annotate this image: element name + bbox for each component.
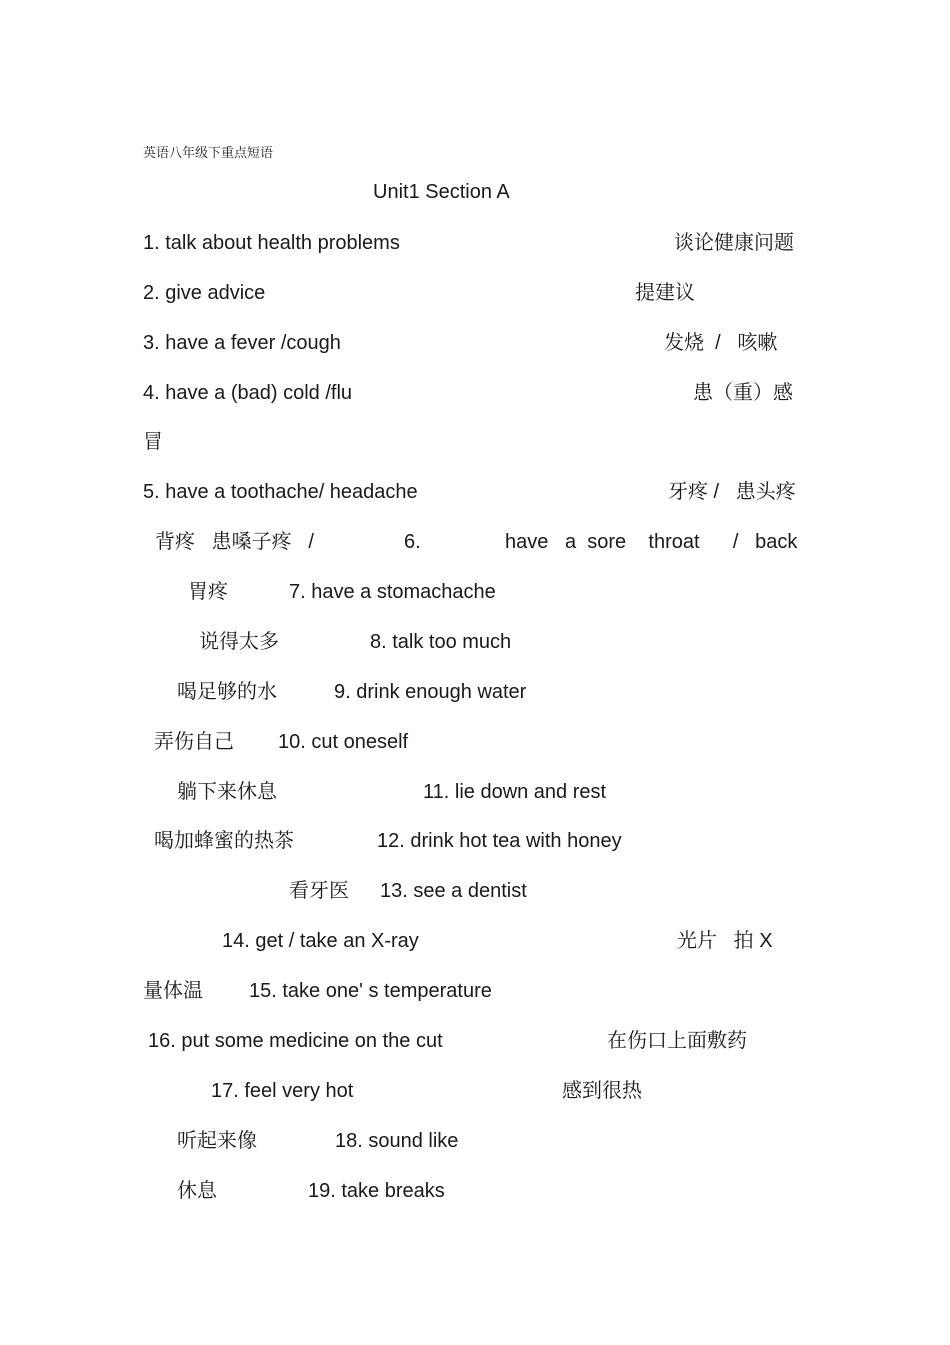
- phrase-4-chinese: 患（重）感: [693, 382, 793, 404]
- phrase-5-english: 5. have a toothache/ headache: [143, 481, 418, 503]
- phrase-18-chinese: 听起来像: [177, 1130, 257, 1152]
- phrase-7-chinese: 胃疼: [188, 581, 228, 603]
- phrase-5-chinese: 牙疼 / 患头疼: [668, 481, 796, 503]
- phrase-19-english: 19. take breaks: [308, 1180, 445, 1202]
- phrase-14-english: 14. get / take an X-ray: [222, 930, 419, 952]
- phrase-8-chinese: 说得太多: [199, 631, 279, 653]
- phrase-3-chinese: 发烧 / 咳嗽: [664, 332, 778, 354]
- phrase-6-chinese: 背疼 患嗓子疼 /: [155, 531, 314, 553]
- section-heading: Unit1 Section A: [373, 181, 510, 203]
- phrase-14-chinese: 光片 拍 X: [677, 930, 773, 952]
- phrase-9-chinese: 喝足够的水: [177, 681, 277, 703]
- phrase-8-english: 8. talk too much: [370, 631, 512, 653]
- phrase-11-chinese: 躺下来休息: [177, 781, 277, 803]
- phrase-6-number: 6.: [404, 531, 421, 553]
- phrase-11-english: 11. lie down and rest: [423, 781, 607, 803]
- phrase-1-chinese: 谈论健康问题: [674, 232, 794, 254]
- phrase-17-english: 17. feel very hot: [211, 1080, 354, 1102]
- phrase-9-english: 9. drink enough water: [334, 681, 527, 703]
- phrase-18-english: 18. sound like: [335, 1130, 459, 1152]
- phrase-3-english: 3. have a fever /cough: [143, 332, 341, 354]
- phrase-4-chinese-continued: 冒: [143, 431, 163, 453]
- phrase-16-english: 16. put some medicine on the cut: [148, 1030, 443, 1052]
- phrase-17-chinese: 感到很热: [562, 1080, 642, 1102]
- phrase-19-chinese: 休息: [177, 1180, 217, 1202]
- phrase-10-english: 10. cut oneself: [278, 731, 409, 753]
- phrase-13-english: 13. see a dentist: [380, 880, 527, 902]
- phrase-15-english: 15. take one' s temperature: [249, 980, 492, 1002]
- phrase-7-english: 7. have a stomachache: [289, 581, 496, 603]
- document-title: 英语八年级下重点短语: [143, 145, 274, 160]
- phrase-10-chinese: 弄伤自己: [154, 731, 234, 753]
- phrase-2-chinese: 提建议: [635, 282, 695, 304]
- phrase-12-chinese: 喝加蜂蜜的热茶: [154, 830, 294, 852]
- phrase-15-chinese: 量体温: [143, 980, 203, 1002]
- phrase-2-english: 2. give advice: [143, 282, 266, 304]
- phrase-1-english: 1. talk about health problems: [143, 232, 400, 254]
- phrase-4-english: 4. have a (bad) cold /flu: [143, 382, 353, 404]
- phrase-16-chinese: 在伤口上面敷药: [607, 1030, 747, 1052]
- phrase-12-english: 12. drink hot tea with honey: [377, 830, 622, 852]
- phrase-13-chinese: 看牙医: [289, 880, 349, 902]
- phrase-6-english: have a sore throat / back: [505, 531, 798, 553]
